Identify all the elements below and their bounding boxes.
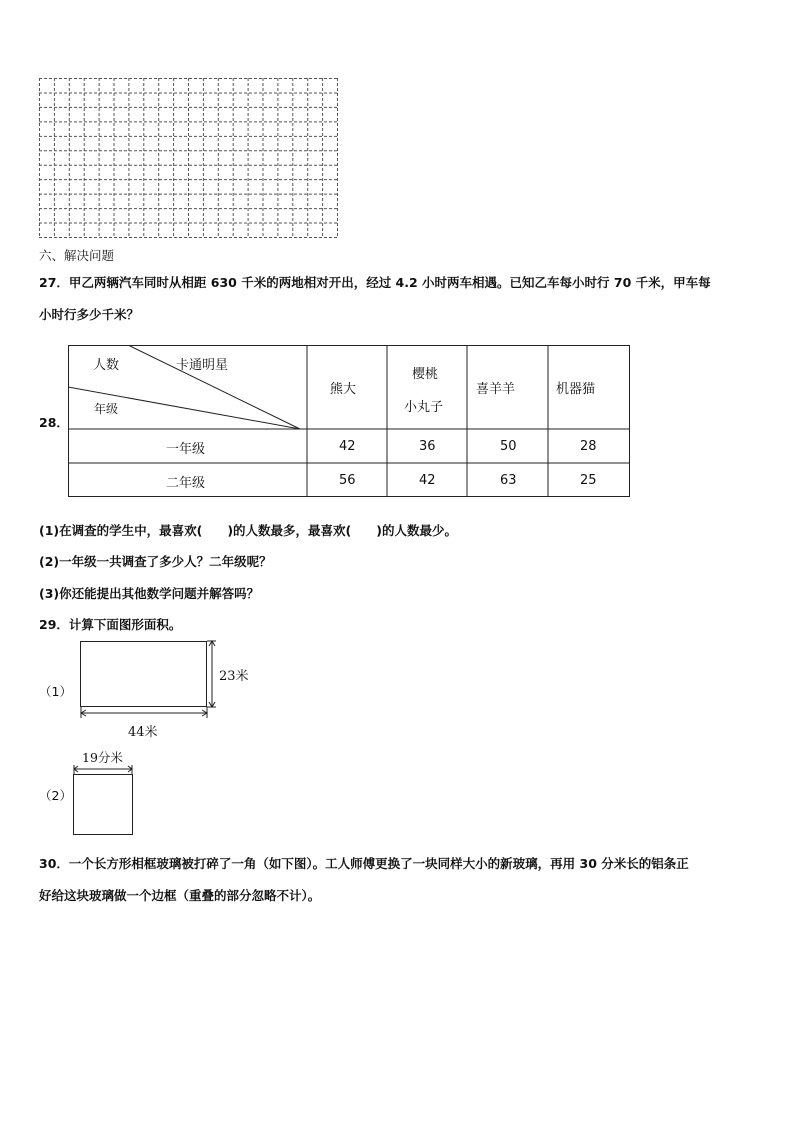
table-cell: 56: [339, 473, 356, 488]
table-cell: 63: [500, 473, 517, 488]
fig1-width-label: 44米: [128, 725, 158, 740]
fig2-label: （2）: [39, 788, 72, 803]
q27-line2: 小时行多少千米？: [39, 307, 140, 322]
q28-sub3: (3)你还能提出其他数学问题并解答吗？: [39, 586, 260, 601]
fig2-side-label: 19分米: [82, 750, 123, 765]
section-title: 六、解决问题: [39, 248, 115, 263]
col-header-yingtao-1: 樱桃: [412, 367, 439, 382]
fig1-label: （1）: [39, 684, 72, 699]
q30-line2: 好给这块玻璃做一个边框（重叠的部分忽略不计）。: [39, 888, 321, 903]
writing-grid: [39, 78, 338, 238]
q30-line1: 30．一个长方形相框玻璃被打碎了一角（如下图）。工人师傅更换了一块同样大小的新玻璃，再用 30 分米长的铝条正: [39, 856, 689, 871]
rectangle-figure-1: [76, 636, 266, 746]
table-cell: 36: [419, 439, 436, 454]
header-label-count: 人数: [93, 358, 120, 373]
col-header-xiongda: 熊大: [330, 382, 357, 397]
header-label-grade: 年级: [94, 402, 119, 416]
table-cell: 28: [580, 439, 597, 454]
q28-sub1: (1)在调查的学生中，最喜欢( )的人数最多，最喜欢( )的人数最少。: [39, 523, 457, 538]
row-label-grade1: 一年级: [166, 442, 206, 457]
table-cell: 25: [580, 473, 597, 488]
table-cell: 42: [339, 439, 356, 454]
survey-table: [68, 345, 630, 497]
header-label-cartoon: 卡通明星: [176, 358, 229, 373]
fig1-height-label: 23米: [219, 669, 249, 684]
square-figure-2: [68, 762, 140, 840]
col-header-yingtao-2: 小丸子: [404, 400, 444, 415]
q29-title: 29．计算下面图形面积。: [39, 617, 182, 632]
col-header-jiqimao: 机器猫: [556, 382, 596, 397]
q27-line1: 27．甲乙两辆汽车同时从相距 630 千米的两地相对开出，经过 4.2 小时两车相遇。已知乙车每小时行 70 千米，甲车每: [39, 275, 711, 290]
table-cell: 42: [419, 473, 436, 488]
q28-number: 28．: [39, 415, 69, 430]
row-label-grade2: 二年级: [166, 476, 206, 491]
q28-sub2: (2)一年级一共调查了多少人？二年级呢？: [39, 554, 272, 569]
table-cell: 50: [500, 439, 517, 454]
col-header-xiyangyang: 喜羊羊: [476, 382, 516, 397]
